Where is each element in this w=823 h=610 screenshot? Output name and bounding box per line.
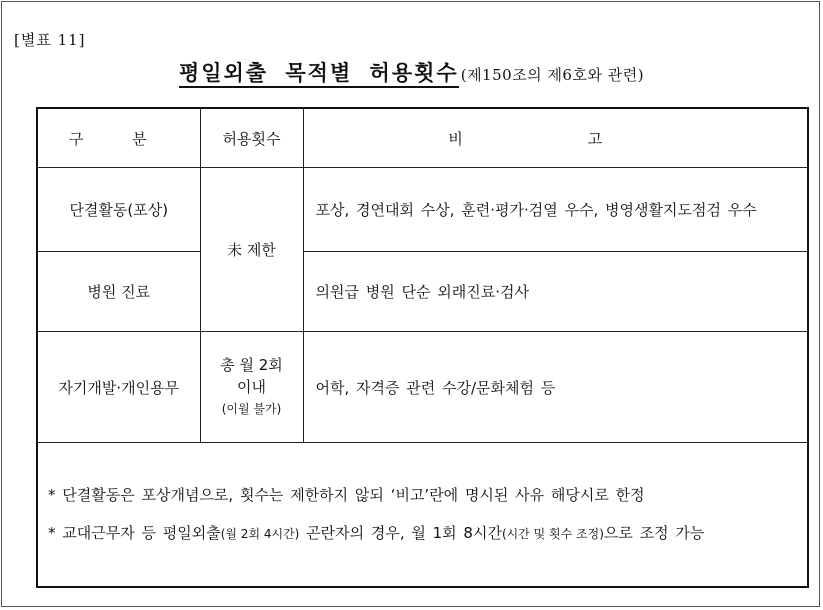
row-note: 포상, 경연대회 수상, 훈련·평가·검열 우수, 병영생활지도점검 우수 [303,168,808,252]
table-row [37,252,808,332]
header-note: 비 고 [303,108,808,168]
document-title: 평일외출 목적별 허용횟수 [179,61,459,88]
title-row [0,57,823,87]
row-category: 자기개발·개인용무 [37,332,200,443]
footnote-2: * 교대근무자 등 평일외출(월 2회 4시간) 곤란자의 경우, 월 1회 8시간(시간 및 횟수 조정)으로 조정 가능 [48,524,705,542]
row-note: 의원급 병원 단순 외래진료·검사 [303,252,808,332]
row-note: 어학, 자격증 관련 수강/문화체험 등 [303,332,808,443]
row-count-unlimited: 未 제한 [200,168,303,332]
footnote-row [37,443,808,588]
table-row [37,168,808,252]
header-count: 허용횟수 [200,108,303,168]
annex-label: [별표 11] [14,31,86,49]
table-header-row [37,108,808,168]
row-category: 단결활동(포상) [37,168,200,252]
footnote-cell [37,443,808,588]
footnote-1: * 단결활동은 포상개념으로, 횟수는 제한하지 않되 ‘비고’란에 명시된 사유 해당시로 한정 [48,486,645,504]
table-row [37,332,808,443]
outing-allowance-table [36,107,809,588]
header-category: 구 분 [37,108,200,168]
document-subtitle: (제150조의 제6호와 관련) [460,66,645,84]
count-line-1: 총 월 2회 [220,356,283,374]
count-line-2: 이내 [237,378,266,396]
row-count [200,332,303,443]
count-line-3: (이월 불가) [221,402,282,416]
row-category: 병원 진료 [37,252,200,332]
